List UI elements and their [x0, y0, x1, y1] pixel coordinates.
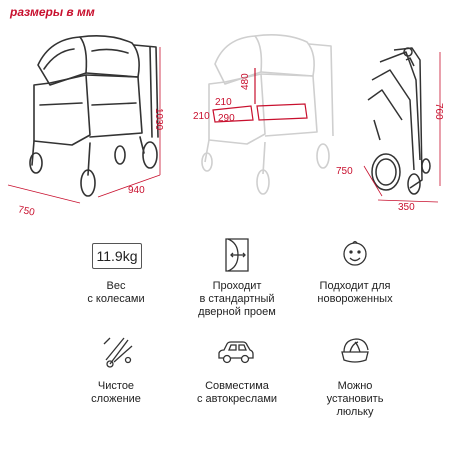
door-icon	[222, 238, 252, 272]
dim-seat-h2: 480	[240, 73, 251, 90]
dim-folded-height: 760	[433, 103, 444, 120]
dim-folded-depth: 750	[336, 166, 353, 177]
stroller-seat-diagram	[195, 22, 335, 202]
dim-folded-width: 350	[398, 202, 415, 213]
dimensions-heading: размеры в мм	[10, 5, 95, 19]
feature-fold	[66, 380, 166, 406]
feature-newborn-label: Подходит для новороженных	[317, 280, 393, 305]
dim-front-depth: 940	[128, 185, 145, 196]
stroller-folded-diagram	[350, 40, 450, 210]
weight-box: 11.9kg	[92, 243, 142, 269]
feature-weight-label: Вес с колесами	[87, 280, 145, 305]
feature-newborn	[300, 280, 410, 306]
dim-front-height: 1030	[153, 108, 164, 131]
baby-face-icon	[340, 238, 370, 268]
fold-stroller-icon	[102, 336, 136, 368]
feature-weight	[66, 280, 166, 306]
dim-seat-h1: 210	[193, 111, 210, 122]
feature-door-label: Проходит в стандартный дверной проем	[198, 280, 276, 318]
car-icon	[216, 340, 256, 366]
feature-carseat	[182, 380, 292, 406]
feature-bassinet-label: Можно установить люльку	[326, 380, 384, 418]
dim-seat-w2: 290	[218, 113, 235, 124]
feature-door	[182, 280, 292, 319]
dim-seat-w1: 210	[215, 97, 232, 108]
bassinet-icon	[338, 336, 372, 366]
feature-fold-label: Чистое сложение	[91, 380, 141, 405]
dim-front-width: 750	[17, 204, 36, 219]
feature-bassinet	[300, 380, 410, 419]
feature-carseat-label: Совместима с автокреслами	[196, 380, 278, 405]
